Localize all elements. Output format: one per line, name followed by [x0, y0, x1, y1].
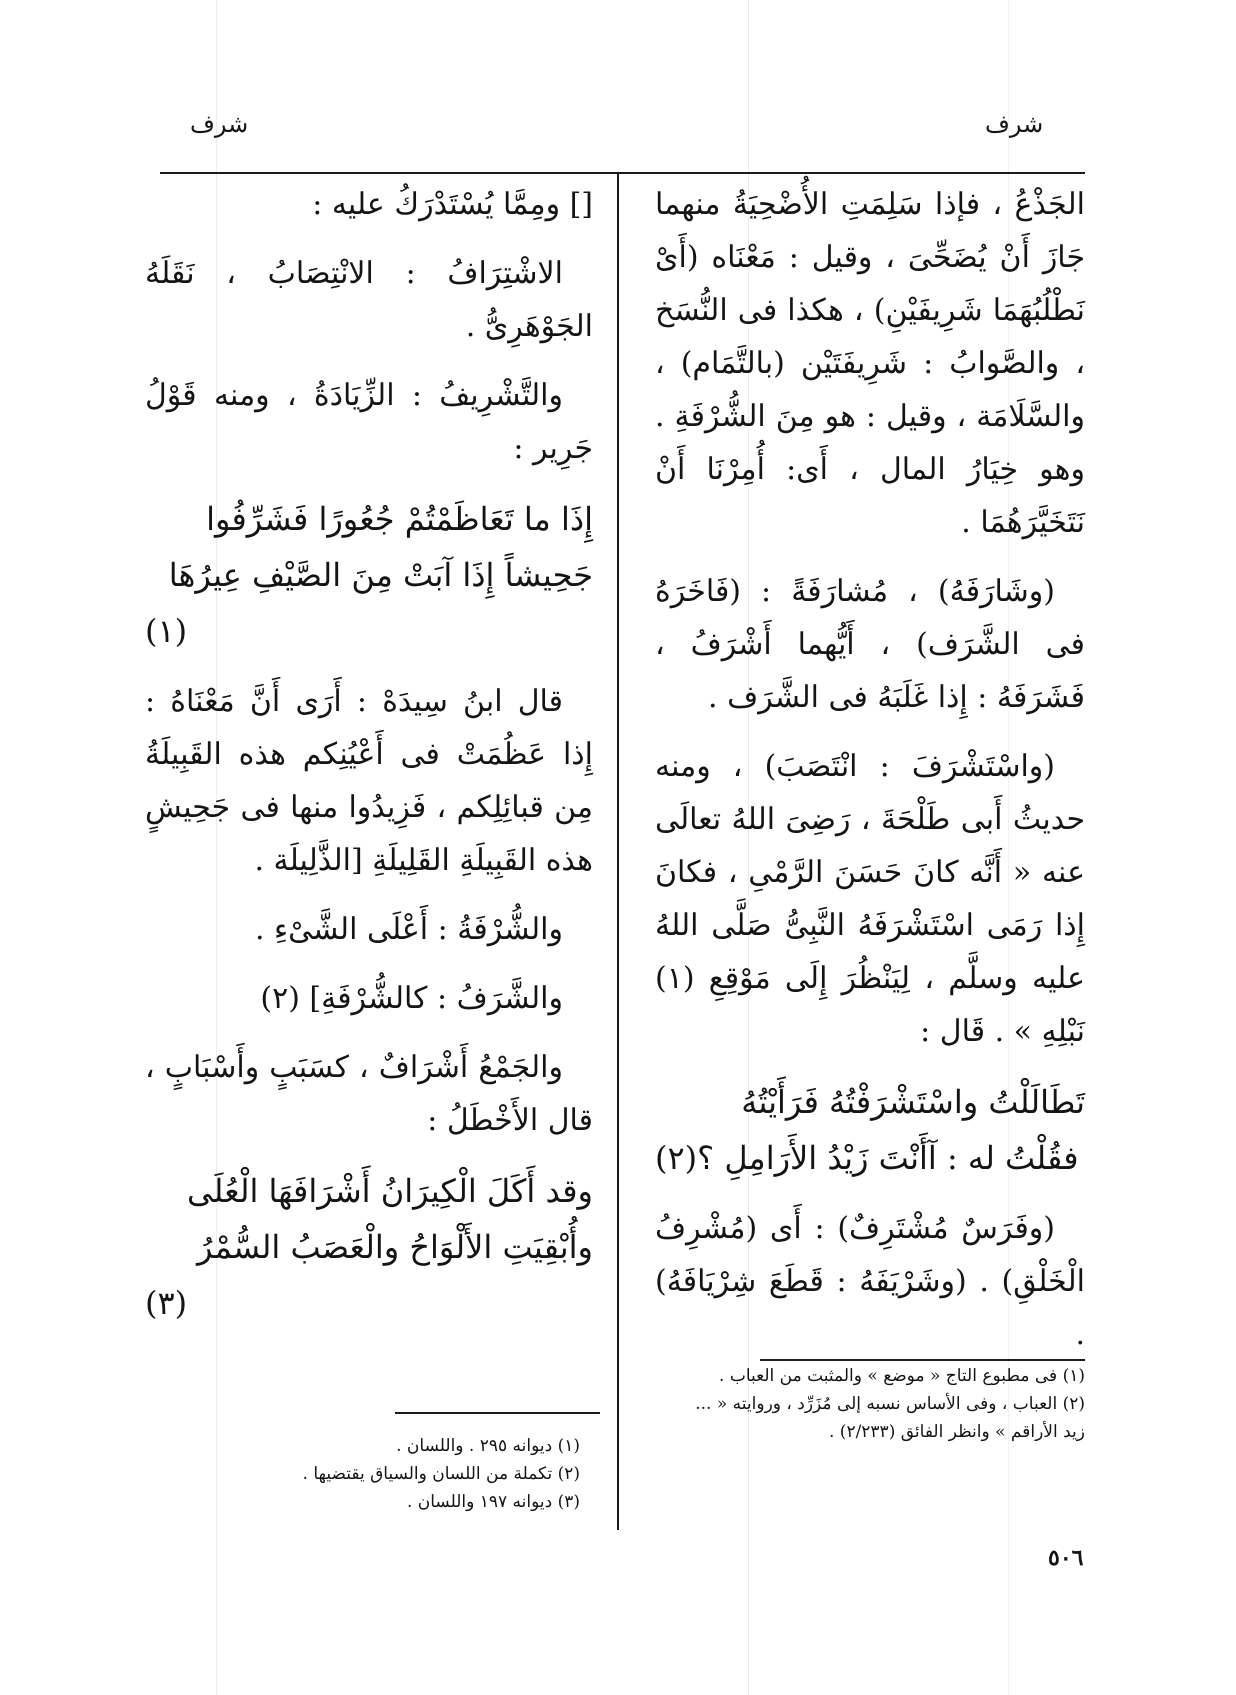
right-paragraph: (وفَرَسٌ مُشْتَرِفٌ) : أَى (مُشْرِفُ الْخَلْقِ) . (وشَرْيَفَهُ : قَطَعَ شِرْيَافَهُ) . [655, 1211, 1085, 1352]
header-right-title: شرف [985, 110, 1044, 138]
footnote: (١) فى مطبوع التاج « موضع » والمثبت من العباب . [719, 1366, 1085, 1386]
right-paragraph: الجَذْعُ ، فإذا سَلِمَتِ الأُضْحِيَةُ منهما جَازَ أَنْ يُضَحِّىَ ، وقيل : مَعْنَاه (أَىْ نَطْلُبُهَمَا شَرِيفَيْنِ) ، هكذا فى النُّسَخ ، والصَّوابُ : شَرِيفَتَيْن (بالتَّمَام) ، والسَّلَامَة ، وقيل : هو مِنَ الشُّرْفَةِ . وهو خِيَارُ المال ، أَى: أُمِرْنَا أَنْ نَتَخَيَّرَهُمَا . [655, 187, 1085, 540]
right-footnotes [680, 1362, 1085, 1446]
verse-line: تَطَالَلْتُ واسْتَشْرَفْتُهُ فَرَأَيْتُهُ [741, 1083, 1085, 1121]
left-paragraph: والتَّشْرِيفُ : الزِّيَادَةُ ، ومنه قَوْلُ جَرِير : [145, 378, 593, 466]
footnote-rule [395, 1412, 600, 1414]
right-paragraph: (واسْتَشْرَفَ : انْتَصَبَ) ، ومنه حديثُ أَبى طَلْحَةَ ، رَضِىَ اللهُ تعالَى عنه « أَنَّه كانَ حَسَنَ الرَّمْىِ ، فكانَ إِذا رَمَى اسْتَشْرَفَهُ النَّبِىُّ صَلَّى اللهُ عليه وسلَّم ، لِيَنْظُرَ إِلَى مَوْقِعِ (١) نَبْلِهِ » . قَال : [655, 749, 1085, 1049]
verse-line: وأُبْقِيَتِ الأَلْوَاحُ والْعَصَبُ السُّمْرُ (٣) [145, 1228, 593, 1322]
left-paragraph: والشُّرْفَةُ : أَعْلَى الشَّىْءِ . [254, 912, 563, 947]
right-verse [655, 1074, 1085, 1186]
footnote: (١) ديوانه ٢٩٥ . واللسان . [396, 1436, 580, 1456]
page-number: ٥٠٦ [1048, 1545, 1084, 1571]
left-paragraph: والشَّرَفُ : كالشُّرْفَةِ] (٢) [260, 981, 563, 1016]
verse-line: جَحِيشاً إِذَا آبَتْ مِنَ الصَّيْفِ عِيرُهَا (١) [145, 556, 593, 650]
verse-line: وقد أَكَلَ الْكِيرَانُ أَشْرَافَهَا الْعُلَى [187, 1172, 593, 1210]
footnote: (٣) ديوانه ١٩٧ واللسان . [406, 1492, 580, 1512]
footnote: (٢) العباب ، وفى الأساس نسبه إلى مُزَرِّد ، وروايته « ... زيد الأراقم » وانظر الفائق (٢/٢٣٣) . [695, 1394, 1085, 1442]
left-paragraph: الاشْتِرَافُ : الانْتِصَابُ ، نَقَلَهُ الجَوْهَرِىُّ . [145, 256, 593, 344]
left-paragraph: والجَمْعُ أَشْرَافٌ ، كسَبَبٍ وأَسْبَابٍ ، قال الأَخْطَلُ : [145, 1050, 593, 1138]
left-column [145, 178, 593, 1331]
left-paragraph: قال ابنُ سِيدَهْ : أَرَى أَنَّ مَعْنَاهُ : إِذا عَظُمَتْ فى أَعْيُنِكم هذه القَبِيلَةُ مِن قبائِلِكم ، فَزِيدُوا منها فى جَحِيشٍ هذه القَبِيلَةِ القَلِيلَةِ [الذَّلِيلَة . [145, 684, 593, 878]
verse-line: إِذَا ما تَعَاظَمْتُمْ جُعُورًا فَشَرِّفُوا [206, 500, 593, 538]
header-rule [160, 172, 1085, 174]
left-footnotes [200, 1432, 580, 1516]
right-paragraph: (وشَارَفَهُ) ، مُشارَفَةً : (فَاخَرَهُ فى الشَّرَف) ، أَيُّهما أَشْرَفُ ، فَشَرَفَهُ : إِذا غَلَبَهُ فى الشَّرَف . [655, 574, 1085, 715]
column-divider [617, 172, 619, 1530]
header-left-title: شرف [190, 110, 249, 138]
right-column [655, 178, 1085, 1361]
footnote: (٢) تكملة من اللسان والسياق يقتضيها . [302, 1464, 580, 1484]
verse-line: فقُلْتُ له : آأَنْتَ زَيْدُ الأَرَامِلِ ؟(٢) [655, 1139, 1079, 1177]
left-intro: [] ومِمَّا يُسْتَدْرَكُ عليه : [312, 187, 593, 222]
left-verse [145, 1163, 593, 1331]
footnote-rule [760, 1359, 1085, 1361]
left-verse [145, 491, 593, 659]
